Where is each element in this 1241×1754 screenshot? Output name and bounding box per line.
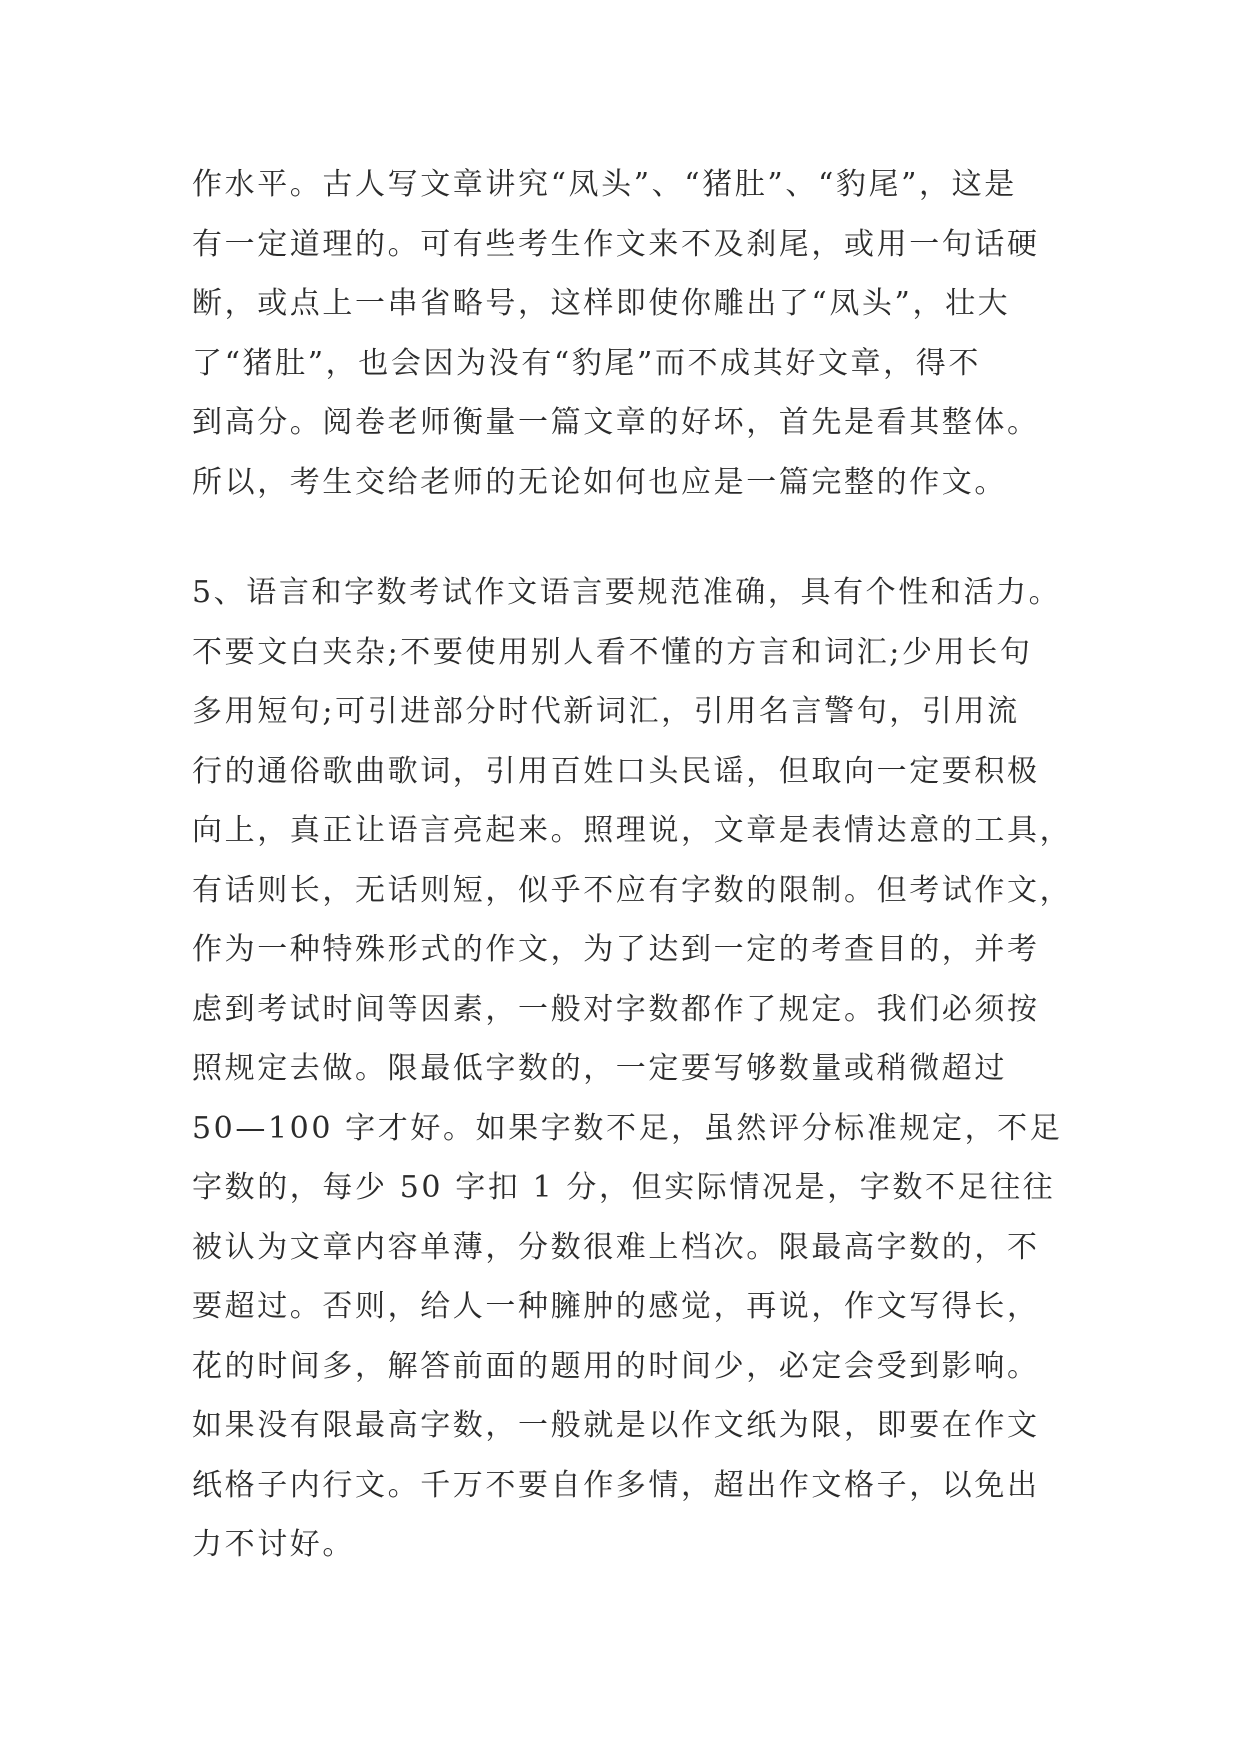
text-line: 到高分。阅卷老师衡量一篇文章的好坏，首先是看其整体。	[192, 405, 1040, 440]
text-line: 了“猪肚”，也会因为没有“豹尾”而不成其好文章，得不	[192, 345, 981, 381]
text-line: 有一定道理的。可有些考生作文来不及刹尾，或用一句话硬	[192, 226, 1040, 262]
text-line: 所以，考生交给老师的无论如何也应是一篇完整的作文。	[192, 464, 1007, 500]
text-line: 花的时间多，解答前面的题用的时间少，必定会受到影响。	[192, 1348, 1040, 1384]
text-line: 作为一种特殊形式的作文，为了达到一定的考查目的，并考	[192, 932, 1040, 967]
text-line: 50—100 字才好。如果字数不足，虽然评分标准规定，不足	[192, 1110, 1063, 1146]
text-line: 向上，真正让语言亮起来。照理说，文章是表情达意的工具，	[192, 813, 1073, 848]
text-line: 如果没有限最高字数，一般就是以作文纸为限，即要在作文	[192, 1408, 1040, 1443]
text-line: 虑到考试时间等因素，一般对字数都作了规定。我们必须按	[192, 991, 1040, 1027]
text-line: 要超过。否则，给人一种臃肿的感觉，再说，作文写得长，	[192, 1289, 1040, 1324]
text-line: 照规定去做。限最低字数的，一定要写够数量或稍微超过	[192, 1051, 1007, 1086]
text-line: 力不讨好。	[192, 1527, 355, 1562]
text-line: 多用短句;可引进部分时代新词汇，引用名言警句，引用流	[192, 694, 1020, 729]
text-line: 行的通俗歌曲歌词，引用百姓口头民谣，但取向一定要积极	[192, 753, 1040, 789]
paragraph-ending-structure	[192, 155, 1072, 512]
text-line: 5、语言和字数考试作文语言要规范准确，具有个性和活力。	[192, 575, 1062, 610]
text-line: 断，或点上一串省略号，这样即使你雕出了“凤头”，壮大	[192, 286, 1011, 321]
text-line: 被认为文章内容单薄，分数很难上档次。限最高字数的，不	[192, 1229, 1040, 1265]
text-line: 有话则长，无话则短，似乎不应有字数的限制。但考试作文，	[192, 872, 1073, 908]
paragraph-language-and-word-count	[192, 563, 1072, 1575]
text-line: 作水平。古人写文章讲究“凤头”、“猪肚”、“豹尾”，这是	[192, 167, 1017, 202]
text-line: 不要文白夹杂;不要使用别人看不懂的方言和词汇;少用长句	[192, 634, 1033, 670]
text-line: 纸格子内行文。千万不要自作多情，超出作文格子，以免出	[192, 1467, 1040, 1503]
text-line: 字数的，每少 50 字扣 1 分，但实际情况是，字数不足往往	[192, 1170, 1056, 1205]
